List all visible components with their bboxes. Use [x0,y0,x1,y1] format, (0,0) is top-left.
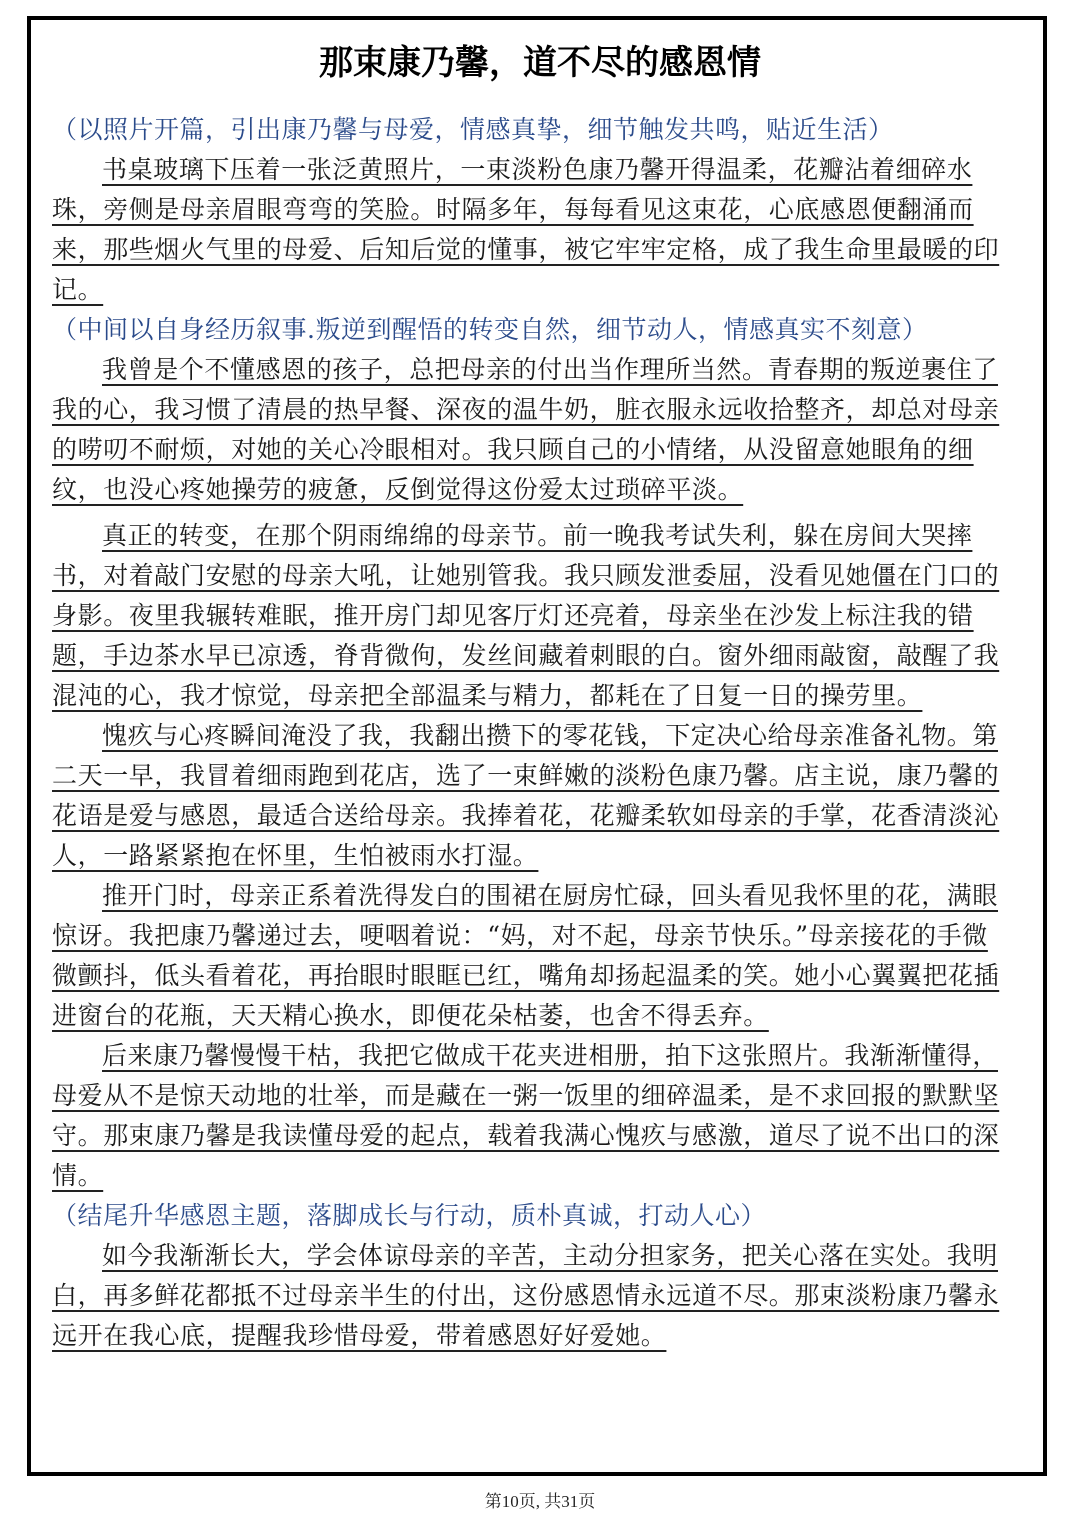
annotation-ending: （结尾升华感恩主题，落脚成长与行动，质朴真诚，打动人心） [52,1201,767,1230]
paragraph-4-text: 愧疚与心疼瞬间淹没了我，我翻出攒下的零花钱，下定决心给母亲准备礼物。第二天一早，我冒着细雨跑到花店，选了一束鲜嫩的淡粉色康乃馨。店主说，康乃馨的花语是爱与感恩，最适合送给母亲。我捧着花，花瓣柔软如母亲的手掌，花香清淡沁人，一路紧紧抱在怀里，生怕被雨水打湿。 [52,721,1000,870]
paragraph-6 [52,1036,1012,1196]
paragraph-4 [52,716,1012,876]
paragraph-5-text: 推开门时，母亲正系着洗得发白的围裙在厨房忙碌，回头看见我怀里的花，满眼惊讶。我把康乃馨递过去，哽咽着说：“妈，对不起，母亲节快乐。”母亲接花的手微微颤抖，低头看着花，再抬眼时眼眶已红，嘴角却扬起温柔的笑。她小心翼翼把花插进窗台的花瓶，天天精心换水，即便花朵枯萎，也舍不得丢弃。 [52,881,1000,1030]
essay-body [52,110,1012,1356]
paragraph-2-text: 我曾是个不懂感恩的孩子，总把母亲的付出当作理所当然。青春期的叛逆裹住了我的心，我习惯了清晨的热早餐、深夜的温牛奶，脏衣服永远收拾整齐，却总对母亲的唠叨不耐烦，对她的关心冷眼相对。我只顾自己的小情绪，从没留意她眼角的细纹，也没心疼她操劳的疲惫，反倒觉得这份爱太过琐碎平淡。 [52,355,1000,504]
paragraph-1-text: 书桌玻璃下压着一张泛黄照片，一束淡粉色康乃馨开得温柔，花瓣沾着细碎水珠，旁侧是母亲眉眼弯弯的笑脸。时隔多年，每每看见这束花，心底感恩便翻涌而来，那些烟火气里的母爱、后知后觉的懂事，被它牢牢定格，成了我生命里最暖的印记。 [52,155,1000,304]
paragraph-2 [52,350,1012,510]
annotation-opening: （以照片开篇，引出康乃馨与母爱，情感真挚，细节触发共鸣，贴近生活） [52,115,894,144]
paragraph-3 [52,516,1012,716]
paragraph-1 [52,150,1012,310]
essay-title: 那束康乃馨，道不尽的感恩情 [319,43,761,83]
page-number-footer: 第10页, 共31页 [484,1492,596,1511]
paragraph-7-text: 如今我渐渐长大，学会体谅母亲的辛苦，主动分担家务，把关心落在实处。我明白，再多鲜花都抵不过母亲半生的付出，这份感恩情永远道不尽。那束淡粉康乃馨永远开在我心底，提醒我珍惜母爱，带着感恩好好爱她。 [52,1241,1000,1350]
paragraph-7 [52,1236,1012,1356]
paragraph-5 [52,876,1012,1036]
annotation-middle: （中间以自身经历叙事.叛逆到醒悟的转变自然，细节动人，情感真实不刻意） [52,315,928,344]
paragraph-3-text: 真正的转变，在那个阴雨绵绵的母亲节。前一晚我考试失利，躲在房间大哭摔书，对着敲门安慰的母亲大吼，让她别管我。我只顾发泄委屈，没看见她僵在门口的身影。夜里我辗转难眠，推开房门却见客厅灯还亮着，母亲坐在沙发上标注我的错题，手边茶水早已凉透，脊背微佝，发丝间藏着刺眼的白。窗外细雨敲窗，敲醒了我混沌的心，我才惊觉，母亲把全部温柔与精力，都耗在了日复一日的操劳里。 [52,521,1000,710]
paragraph-6-text: 后来康乃馨慢慢干枯，我把它做成干花夹进相册，拍下这张照片。我渐渐懂得，母爱从不是惊天动地的壮举，而是藏在一粥一饭里的细碎温柔，是不求回报的默默坚守。那束康乃馨是我读懂母爱的起点，载着我满心愧疚与感激，道尽了说不出口的深情。 [52,1041,1000,1190]
